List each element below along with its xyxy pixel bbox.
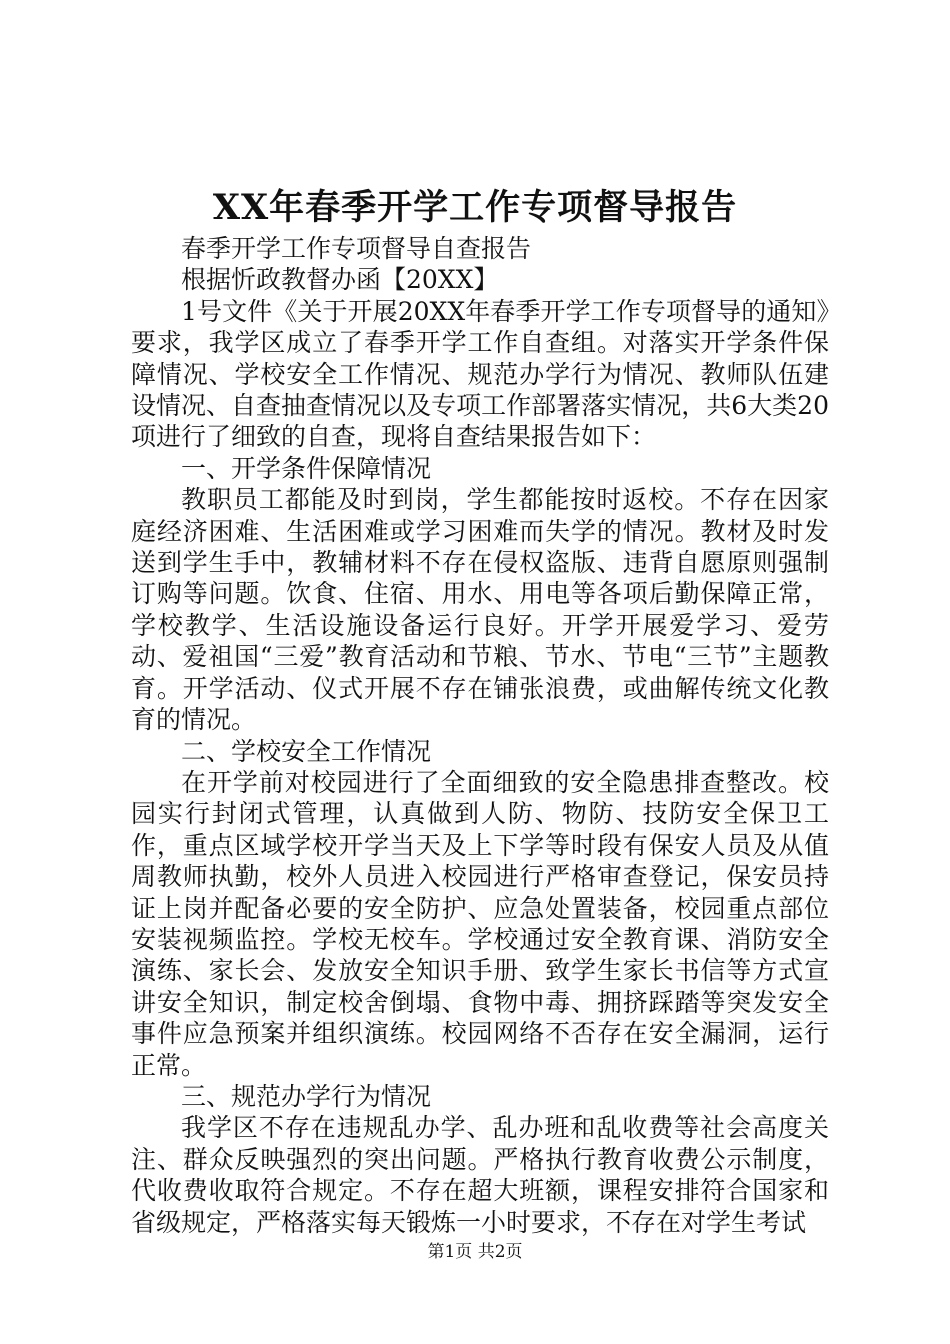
paragraph-reference: 根据忻政教督办函【20XX】	[181, 265, 499, 295]
paragraph-subtitle: 春季开学工作专项督导自查报告	[181, 234, 532, 263]
document-body	[131, 233, 829, 1238]
paragraph-section-2: 在开学前对校园进行了全面细致的安全隐患排查整改。校园实行封闭式管理，认真做到人防、物防、技防安全保卫工作，重点区域学校开学当天及上下学等时段有保安人员及从值周教师执勤，校外人员进入校园进行严格审查登记，保安员持证上岗并配备必要的安全防护、应急处置装备，校园重点部位安装视频监控。学校无校车。学校通过安全教育课、消防安全演练、家长会、发放安全知识手册、致学生家长书信等方式宣讲安全知识，制定校舍倒塌、食物中毒、拥挤踩踏等突发安全事件应急预案并组织演练。校园网络不否存在安全漏洞，运行正常。	[131, 767, 829, 1080]
paragraph-section-1: 教职员工都能及时到岗，学生都能按时返校。不存在因家庭经济困难、生活困难或学习困难而失学的情况。教材及时发送到学生手中，教辅材料不存在侵权盗版、违背自愿原则强制订购等问题。饮食、住宿、用水、用电等各项后勤保障正常，学校教学、生活设施设备运行良好。开学开展爱学习、爱劳动、爱祖国“三爱”教育活动和节粮、节水、节电“三节”主题教育。开学活动、仪式开展不存在铺张浪费，或曲解传统文化教育的情况。	[131, 485, 829, 735]
section-heading-2: 二、学校安全工作情况	[181, 736, 432, 766]
document-title: XX年春季开学工作专项督导报告	[212, 187, 738, 228]
section-heading-1: 一、开学条件保障情况	[181, 453, 432, 483]
paragraph-intro: 1号文件《关于开展20XX年春季开学工作专项督导的通知》要求，我学区成立了春季开学工作自查组。对落实开学条件保障情况、学校安全工作情况、规范办学行为情况、教师队伍建设情况、自查抽查情况以及专项工作部署落实情况，共6大类20项进行了细致的自查，现将自查结果报告如下：	[131, 296, 829, 452]
paragraph-section-3: 我学区不存在违规乱办学、乱办班和乱收费等社会高度关注、群众反映强烈的突出问题。严格执行教育收费公示制度，代收费收取符合规定。不存在超大班额，课程安排符合国家和省级规定，严格落实每天锻炼一小时要求，不存在对学生考试	[131, 1113, 829, 1237]
section-heading-3: 三、规范办学行为情况	[181, 1081, 432, 1111]
page-footer: 第1页 共2页	[427, 1242, 523, 1262]
